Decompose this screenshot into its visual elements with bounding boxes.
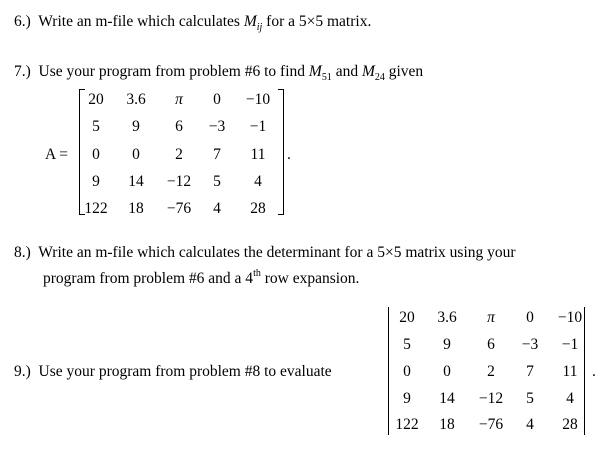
matrix-cell: 122 (84, 200, 108, 217)
matrix-cell: 18 (439, 416, 455, 433)
matrix-cell: 18 (128, 200, 144, 217)
problem-text: row expansion. (260, 270, 360, 287)
math-subscript: 24 (374, 72, 385, 83)
math-subscript: 51 (321, 72, 332, 83)
matrix-cell: −12 (478, 390, 504, 407)
math-symbol: M (308, 63, 322, 80)
matrix-cell: 5 (526, 390, 534, 407)
problem-7 (14, 63, 423, 87)
matrix-cell: 14 (128, 173, 144, 190)
problem-text: Write an m-file which calculates the determinant for a 5×5 matrix using your (38, 244, 516, 261)
matrix-cell: 28 (562, 416, 578, 433)
problem-text: given (384, 63, 424, 80)
matrix-cell: 20 (88, 91, 104, 108)
math-symbol: M (243, 13, 257, 30)
problem-text: Use your program from problem #6 to find (38, 63, 309, 80)
matrix-cell: −1 (561, 336, 579, 353)
matrix-cell: 0 (403, 363, 411, 380)
matrix-cell: 4 (254, 173, 262, 190)
matrix-cell: 3.6 (437, 309, 457, 326)
matrix-cell: −3 (208, 118, 226, 135)
problem-text: and (331, 63, 362, 80)
period: . (592, 363, 596, 380)
matrix-cell: −76 (478, 416, 504, 433)
matrix-cell: −3 (521, 336, 539, 353)
matrix-cell: 7 (213, 146, 221, 163)
math-subscript: ij (256, 22, 263, 33)
problem-text: Use your program from problem #8 to evaluate (38, 363, 332, 380)
matrix-cell: 4 (566, 390, 574, 407)
problem-6 (14, 13, 371, 37)
superscript: th (253, 268, 261, 279)
matrix-cell: −1 (249, 118, 267, 135)
matrix-cell: −10 (245, 91, 271, 108)
problem-text: for a 5×5 matrix. (262, 13, 372, 30)
matrix-cell: π (487, 309, 495, 326)
problem-text: Write an m-file which calculates (38, 13, 244, 30)
matrix-cell: 11 (562, 363, 578, 380)
matrix-cell: 9 (132, 118, 140, 135)
matrix-label: A = (45, 146, 68, 163)
matrix-cell: 122 (395, 416, 419, 433)
matrix-cell: 11 (250, 146, 266, 163)
matrix-cell: 4 (526, 416, 534, 433)
matrix-cell: 9 (92, 173, 100, 190)
problem-8 (14, 244, 516, 262)
right-bracket (278, 89, 284, 215)
matrix-cell: 28 (250, 200, 266, 217)
matrix-cell: −12 (166, 173, 192, 190)
matrix-cell: 0 (526, 309, 534, 326)
matrix-cell: 2 (175, 146, 183, 163)
problem-number: 9.) (14, 363, 31, 380)
matrix-cell: 5 (403, 336, 411, 353)
matrix-cell: 3.6 (126, 91, 146, 108)
matrix-cell: 14 (439, 390, 455, 407)
matrix-cell: 9 (443, 336, 451, 353)
problem-number: 8.) (14, 244, 31, 261)
matrix-cell: 6 (487, 336, 495, 353)
problem-8-line2 (43, 265, 359, 288)
matrix-cell: 20 (399, 309, 415, 326)
problem-number: 7.) (14, 63, 31, 80)
problem-number: 6.) (14, 13, 31, 30)
matrix-cell: −10 (557, 309, 583, 326)
math-symbol: M (361, 63, 375, 80)
matrix-cell: 9 (403, 390, 411, 407)
matrix-cell: π (175, 91, 183, 108)
problem-9 (14, 363, 332, 381)
matrix-cell: 7 (526, 363, 534, 380)
matrix-cell: 2 (487, 363, 495, 380)
matrix-cell: 5 (213, 173, 221, 190)
problem-text: program from problem #6 and a 4 (43, 270, 254, 287)
matrix-cell: −76 (166, 200, 192, 217)
matrix-cell: 0 (132, 146, 140, 163)
matrix-cell: 0 (443, 363, 451, 380)
matrix-cell: 5 (92, 118, 100, 135)
matrix-cell: 4 (213, 200, 221, 217)
matrix-cell: 6 (175, 118, 183, 135)
matrix-cell: 0 (92, 146, 100, 163)
matrix-cell: 0 (213, 91, 221, 108)
period: . (287, 146, 291, 163)
